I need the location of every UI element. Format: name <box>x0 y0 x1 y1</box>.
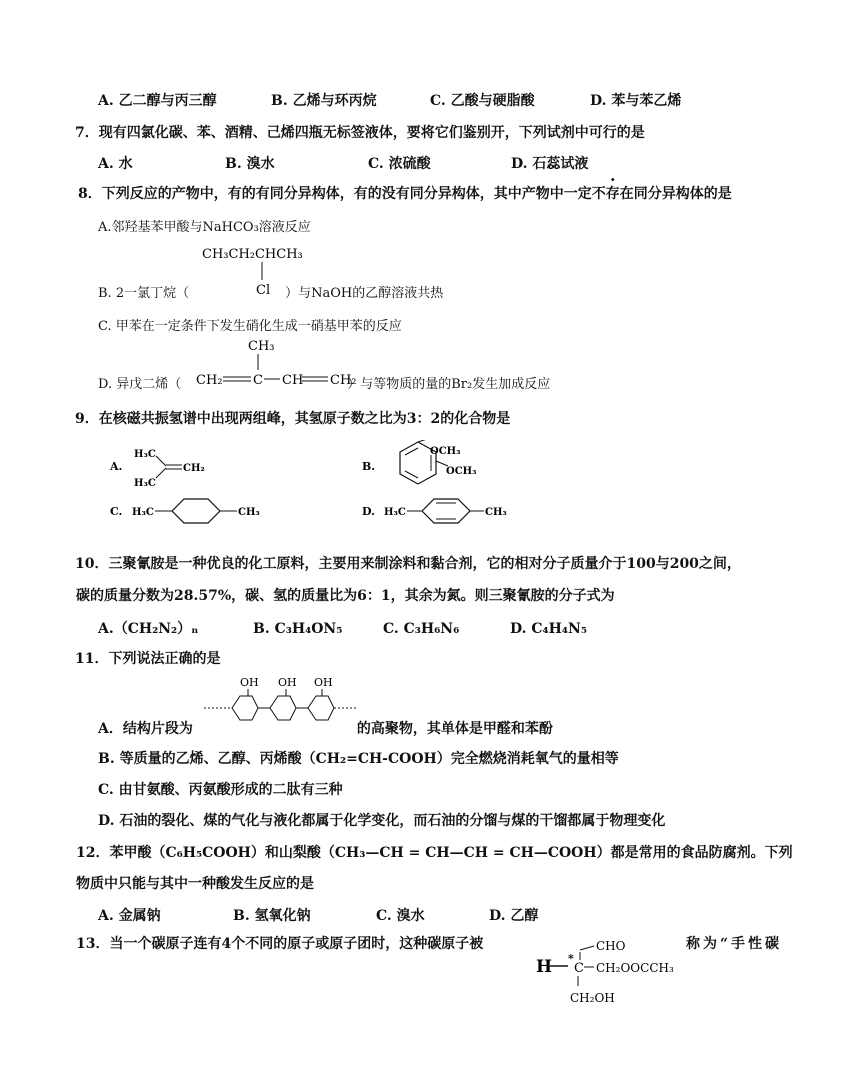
q11-option-a-post: 的高聚物，其单体是甲醛和苯酚 <box>356 721 553 737</box>
isoprene-structure <box>196 336 368 392</box>
q7-option-c: C. 浓硫酸 <box>368 156 431 172</box>
q12-option-a: A. 金属钠 <box>98 908 161 924</box>
q10-option-d: D. C₄H₄N₅ <box>510 621 587 637</box>
q12-options <box>98 905 538 925</box>
q9-a-ch2: CH₂ <box>183 463 205 474</box>
q8-stem-pre: 8．下列反应的产物中，有的有同分异构体，有的没有同分异构体，其中产物中一定 <box>78 186 592 202</box>
q10-option-a: A.（CH₂N₂）ₙ <box>98 621 199 637</box>
q13-h: H <box>536 957 553 977</box>
2-chlorobutane-structure <box>200 242 315 298</box>
isoprene-c: C <box>253 373 263 388</box>
q7-stem: 7．现有四氯化碳、苯、酒精、己烯四瓶无标签液体，要将它们鉴别开，下列试剂中可行的是 <box>75 125 645 141</box>
q9-label-c: C. <box>110 505 123 518</box>
q6-option-a: A. 乙二醇与丙三醇 <box>98 93 217 109</box>
q9-a-h3c-top: H₃C <box>134 449 156 460</box>
2-chlorobutane-cl: Cl <box>256 283 271 298</box>
isoprene-ch2-left: CH₂ <box>196 373 223 388</box>
q10-option-c: C. C₃H₆N₆ <box>383 621 460 637</box>
q13-star: * <box>568 952 574 965</box>
q9-structures <box>100 440 520 530</box>
q10-line1-text: 10．三聚氰胺是一种优良的化工原料，主要用来制涂料和黏合剂，它的相对分子质量介于100与200之间， <box>75 556 741 572</box>
q9-label-d: D. <box>362 505 375 518</box>
q7-options <box>98 153 588 173</box>
phenol-formaldehyde-fragment <box>200 672 360 740</box>
q12-option-d: D. 乙醇 <box>489 908 539 924</box>
q12-line1: 12．苯甲酸（C₆H₅COOH）和山梨酸（CH₃—CH = CH—CH = CH—COOH）都是常用的食品防腐剂。下列 <box>76 845 793 861</box>
q11-option-a-pre: A．结构片段为 <box>98 721 193 737</box>
q8-option-d-pre: D. 异戊二烯（ <box>98 377 182 392</box>
q6-option-c: C. 乙酸与硬脂酸 <box>430 93 535 109</box>
q13-stem-pre: 13．当一个碳原子连有4个不同的原子或原子团时，这种碳原子被 <box>76 936 484 952</box>
q9-label-b: B. <box>362 460 376 473</box>
q6-option-b: B. 乙烯与环丙烷 <box>271 93 377 109</box>
q8-stem-dotted: 不存在 <box>591 186 634 202</box>
q9-c-ch3: CH₃ <box>238 507 260 518</box>
q13-ester: CH₂OOCCH₃ <box>596 961 674 975</box>
q6-options <box>98 90 681 110</box>
q10-line1 <box>75 553 741 573</box>
q13-stem-post: 称为“手性碳 <box>686 936 783 952</box>
chiral-carbon-structure <box>530 930 680 1010</box>
q8-option-d-post: ）与等物质的量的Br₂发生加成反应 <box>347 377 551 392</box>
q6-option-d: D. 苯与苯乙烯 <box>590 93 682 109</box>
q9-label-a: A. <box>110 460 123 473</box>
q9-c-h3c: H₃C <box>132 507 154 518</box>
q10-line2: 碳的质量分数为28.57%，碳、氢的质量比为6：1，其余为氮。则三聚氰胺的分子式为 <box>76 588 615 604</box>
q7-option-a: A. 水 <box>98 156 133 172</box>
q11-oh-3: OH <box>314 676 333 689</box>
q7-option-d: D. 石蕊试液 <box>511 156 589 172</box>
q11-option-b: B. 等质量的乙烯、乙醇、丙烯酸（CH₂=CH-COOH）完全燃烧消耗氧气的量相等 <box>98 751 619 767</box>
q12-option-c: C. 溴水 <box>376 908 425 924</box>
q8-stem <box>78 183 732 203</box>
q13-cho: CHO <box>596 939 626 953</box>
q11-option-c: C. 由甘氨酸、丙氨酸形成的二肽有三种 <box>98 782 343 798</box>
q8-stem-post: 同分异构体的是 <box>633 186 732 202</box>
q9-a-h3c-bottom: H₃C <box>134 478 156 489</box>
q8-option-a: A.邻羟基苯甲酸与NaHCO₃溶液反应 <box>98 220 311 235</box>
q9-b-och3-1: OCH₃ <box>430 446 461 457</box>
q10-option-b: B. C₃H₄ON₅ <box>253 621 343 637</box>
2-chlorobutane-chain: CH₃CH₂CHCH₃ <box>202 247 303 262</box>
q10-options <box>98 618 587 638</box>
q11-oh-1: OH <box>240 676 259 689</box>
isoprene-ch: CH <box>282 373 304 388</box>
q9-stem: 9．在核磁共振氢谱中出现两组峰，其氢原子数之比为3：2的化合物是 <box>75 411 511 427</box>
q8-option-b-post: ）与NaOH的乙醇溶液共热 <box>285 286 444 301</box>
q8-option-b-pre: B. 2一氯丁烷（ <box>98 286 190 301</box>
q7-option-b: B. 溴水 <box>225 156 275 172</box>
isoprene-ch2-right: CH₂ <box>330 373 357 388</box>
q11-option-d: D. 石油的裂化、煤的气化与液化都属于化学变化，而石油的分馏与煤的干馏都属于物理变化 <box>98 813 666 829</box>
q13-ch2oh: CH₂OH <box>570 991 615 1005</box>
q12-option-b: B. 氢氧化钠 <box>233 908 311 924</box>
q9-d-ch3: CH₃ <box>485 507 507 518</box>
q12-line2: 物质中只能与其中一种酸发生反应的是 <box>76 876 314 892</box>
isoprene-ch3: CH₃ <box>248 339 275 354</box>
q9-d-h3c: H₃C <box>384 507 406 518</box>
q9-b-och3-2: OCH₃ <box>446 466 477 477</box>
q8-option-c: C. 甲苯在一定条件下发生硝化生成一硝基甲苯的反应 <box>98 319 402 334</box>
q11-oh-2: OH <box>278 676 297 689</box>
q11-stem: 11．下列说法正确的是 <box>75 651 221 667</box>
q13-c: C <box>574 961 584 976</box>
